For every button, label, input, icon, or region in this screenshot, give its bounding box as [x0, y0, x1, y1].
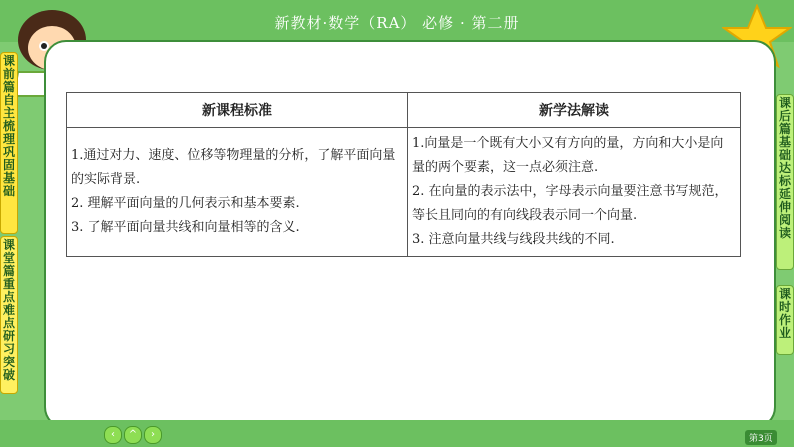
list-item: 2. 在向量的表示法中，字母表示向量要注意书写规范，等长且同向的有向线段表示同一个向量.	[412, 184, 728, 223]
next-button[interactable]	[144, 426, 162, 444]
chevron-up-icon: ^	[128, 429, 138, 440]
list-item: 1.向量是一个既有大小又有方向的量，方向和大小是向量的两个要素，这一点必须注意.	[412, 136, 724, 175]
list-item: 2. 理解平面向量的几何表示和基本要素.	[71, 196, 300, 211]
table-row	[67, 128, 741, 257]
list-item: 1.通过对力、速度、位移等物理量的分析，了解平面向量的实际背景.	[71, 148, 396, 187]
chevron-right-icon: ›	[151, 429, 155, 440]
list-item: 3. 注意向量共线与线段共线的不同.	[412, 232, 615, 247]
chevron-left-icon: ‹	[111, 429, 115, 440]
sidebar-item-inclass[interactable]	[0, 236, 18, 394]
header-bar	[0, 0, 794, 42]
sidebar-item-label: 课时作业	[778, 287, 791, 340]
table-header-row	[67, 93, 741, 128]
page-title: 新教材·数学（RA） 必修 · 第二册	[274, 14, 520, 32]
sidebar-item-label: 课前篇自主梳理巩固基础	[2, 54, 15, 198]
page-number: 第3页	[745, 430, 777, 445]
sidebar-item-homework[interactable]	[776, 285, 794, 355]
list-item: 3. 了解平面向量共线和向量相等的含义.	[71, 220, 300, 235]
sidebar-item-label: 课堂篇重点难点研习突破	[2, 238, 15, 382]
home-button[interactable]	[124, 426, 142, 444]
sidebar-item-preclass[interactable]	[0, 52, 18, 234]
sidebar-item-label: 课后篇基础达标延伸阅读	[778, 96, 791, 240]
column-header: 新学法解读	[408, 93, 741, 128]
standards-table	[66, 92, 741, 257]
prev-button[interactable]	[104, 426, 122, 444]
table-cell-standards	[67, 128, 408, 257]
column-header: 新课程标准	[67, 93, 408, 128]
sidebar-item-afterclass[interactable]	[776, 94, 794, 270]
table-cell-interpretation	[408, 128, 741, 257]
